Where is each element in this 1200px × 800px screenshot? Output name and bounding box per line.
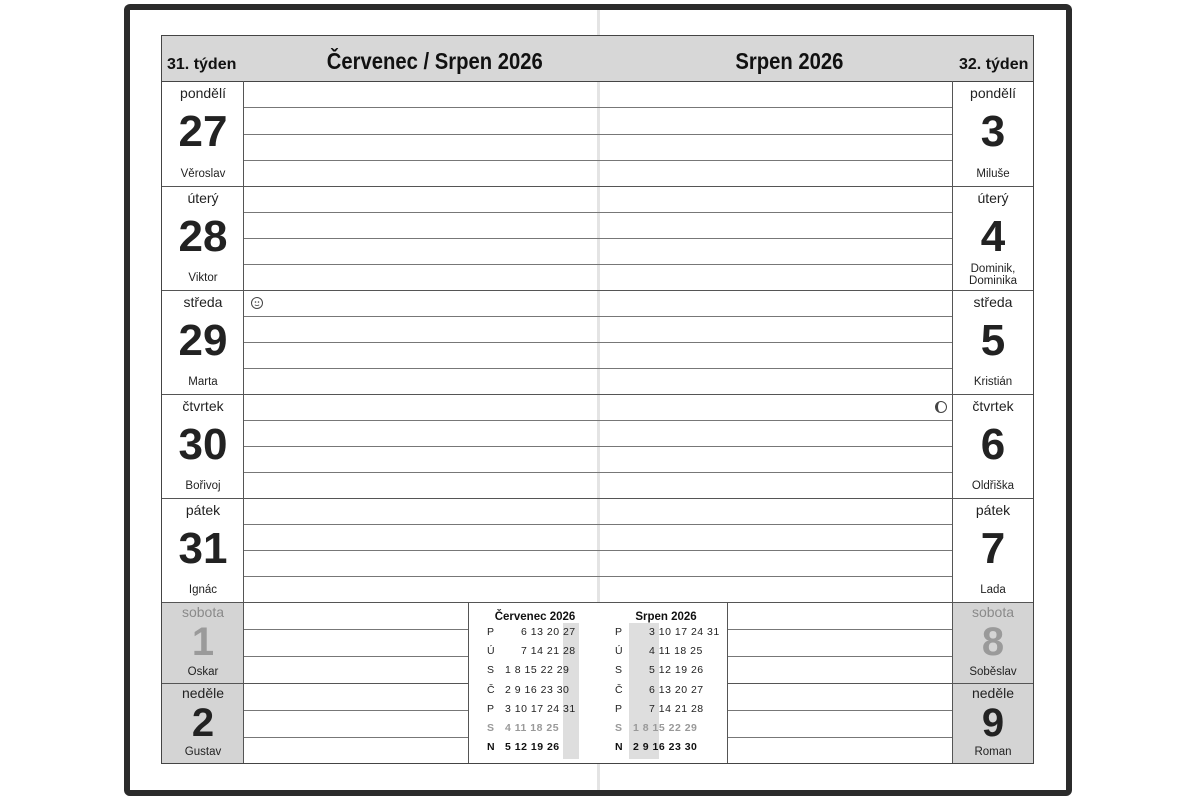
- nameday-label: Dominik, Dominika: [969, 263, 1017, 287]
- day-number: 2: [191, 701, 215, 745]
- day-number: 3: [980, 107, 1006, 156]
- mini-weekday: P: [487, 702, 495, 715]
- mini-days: 3 10 17 24 31: [649, 626, 720, 638]
- mini-days: 6 13 20 27: [521, 626, 576, 638]
- mini-weekday: P: [615, 626, 623, 638]
- mini-calendar-title: Červenec 2026: [494, 611, 576, 623]
- mini-days: 4 11 18 25: [505, 721, 560, 734]
- weekday-label: čtvrtek: [182, 398, 224, 414]
- mini-weekday: S: [615, 721, 623, 734]
- weekday-label: pátek: [975, 502, 1011, 518]
- mini-weekday: P: [487, 626, 495, 638]
- day-number: 8: [981, 620, 1005, 664]
- day-number: 1: [191, 620, 215, 664]
- mini-weekday: S: [487, 664, 495, 677]
- weekday-label: úterý: [977, 190, 1009, 206]
- mini-calendar-title: Srpen 2026: [635, 611, 697, 623]
- weekday-label: středa: [183, 294, 223, 310]
- nameday-label: Oskar: [187, 666, 219, 678]
- nameday-label: Soběslav: [969, 666, 1017, 678]
- mini-days: 6 13 20 27: [649, 683, 704, 696]
- nameday-label: Kristián: [973, 376, 1013, 388]
- weekday-label: neděle: [971, 685, 1015, 701]
- weekday-label: neděle: [181, 685, 225, 701]
- day-number: 7: [980, 524, 1006, 573]
- mini-days: 7 14 21 28: [649, 702, 704, 715]
- mini-days: 7 14 21 28: [521, 645, 576, 658]
- nameday-label: Gustav: [184, 746, 222, 758]
- nameday-label: Věroslav: [180, 168, 226, 180]
- day-number: 28: [178, 212, 228, 261]
- mini-weekday: Č: [615, 683, 623, 696]
- mini-weekday: N: [615, 741, 623, 754]
- nameday-label: Marta: [188, 376, 218, 388]
- nameday-label: Bořivoj: [185, 480, 221, 492]
- mini-weekday: N: [487, 741, 495, 754]
- day-number: 30: [178, 420, 228, 469]
- nameday-label: Ignác: [188, 584, 218, 596]
- mini-days: 1 8 15 22 29: [505, 664, 570, 677]
- day-number: 4: [980, 212, 1006, 261]
- right-month-title: Srpen 2026: [735, 48, 844, 74]
- nameday-label: Roman: [974, 746, 1012, 758]
- day-number: 6: [980, 420, 1006, 469]
- day-number: 27: [178, 107, 228, 156]
- right-week-label: 32. týden: [959, 56, 1029, 73]
- day-number: 5: [980, 316, 1006, 365]
- mini-days: 1 8 15 22 29: [633, 721, 698, 734]
- day-number: 9: [981, 701, 1005, 745]
- weekday-label: pátek: [185, 502, 221, 518]
- mini-days: 3 10 17 24 31: [505, 702, 576, 715]
- mini-weekday: P: [615, 702, 623, 715]
- mini-days: 5 12 19 26: [505, 741, 560, 754]
- mini-days: 2 9 16 23 30: [505, 683, 570, 696]
- weekday-label: čtvrtek: [972, 398, 1014, 414]
- nameday-label: Viktor: [188, 272, 218, 284]
- nameday-label: Miluše: [976, 168, 1010, 180]
- weekday-label: středa: [973, 294, 1013, 310]
- weekday-label: pondělí: [180, 85, 226, 101]
- weekday-label: sobota: [181, 604, 225, 620]
- weekday-label: sobota: [971, 604, 1015, 620]
- mini-days: 2 9 16 23 30: [633, 741, 698, 754]
- day-number: 29: [178, 316, 228, 365]
- mini-days: 4 11 18 25: [649, 645, 703, 658]
- nameday-label: Oldřiška: [971, 480, 1015, 492]
- mini-weekday: S: [615, 664, 623, 677]
- nameday-label: Lada: [980, 584, 1006, 596]
- weekday-label: úterý: [187, 190, 219, 206]
- planner-frame: [161, 35, 1034, 764]
- mini-weekday: Ú: [487, 645, 495, 658]
- mini-days: 5 12 19 26: [649, 664, 704, 677]
- left-month-title: Červenec / Srpen 2026: [326, 48, 543, 74]
- weekday-label: pondělí: [970, 85, 1016, 101]
- mini-weekday: S: [487, 721, 495, 734]
- day-number: 31: [178, 524, 228, 573]
- mini-weekday: Č: [487, 683, 495, 696]
- mini-weekday: Ú: [615, 645, 623, 658]
- left-week-label: 31. týden: [167, 56, 237, 73]
